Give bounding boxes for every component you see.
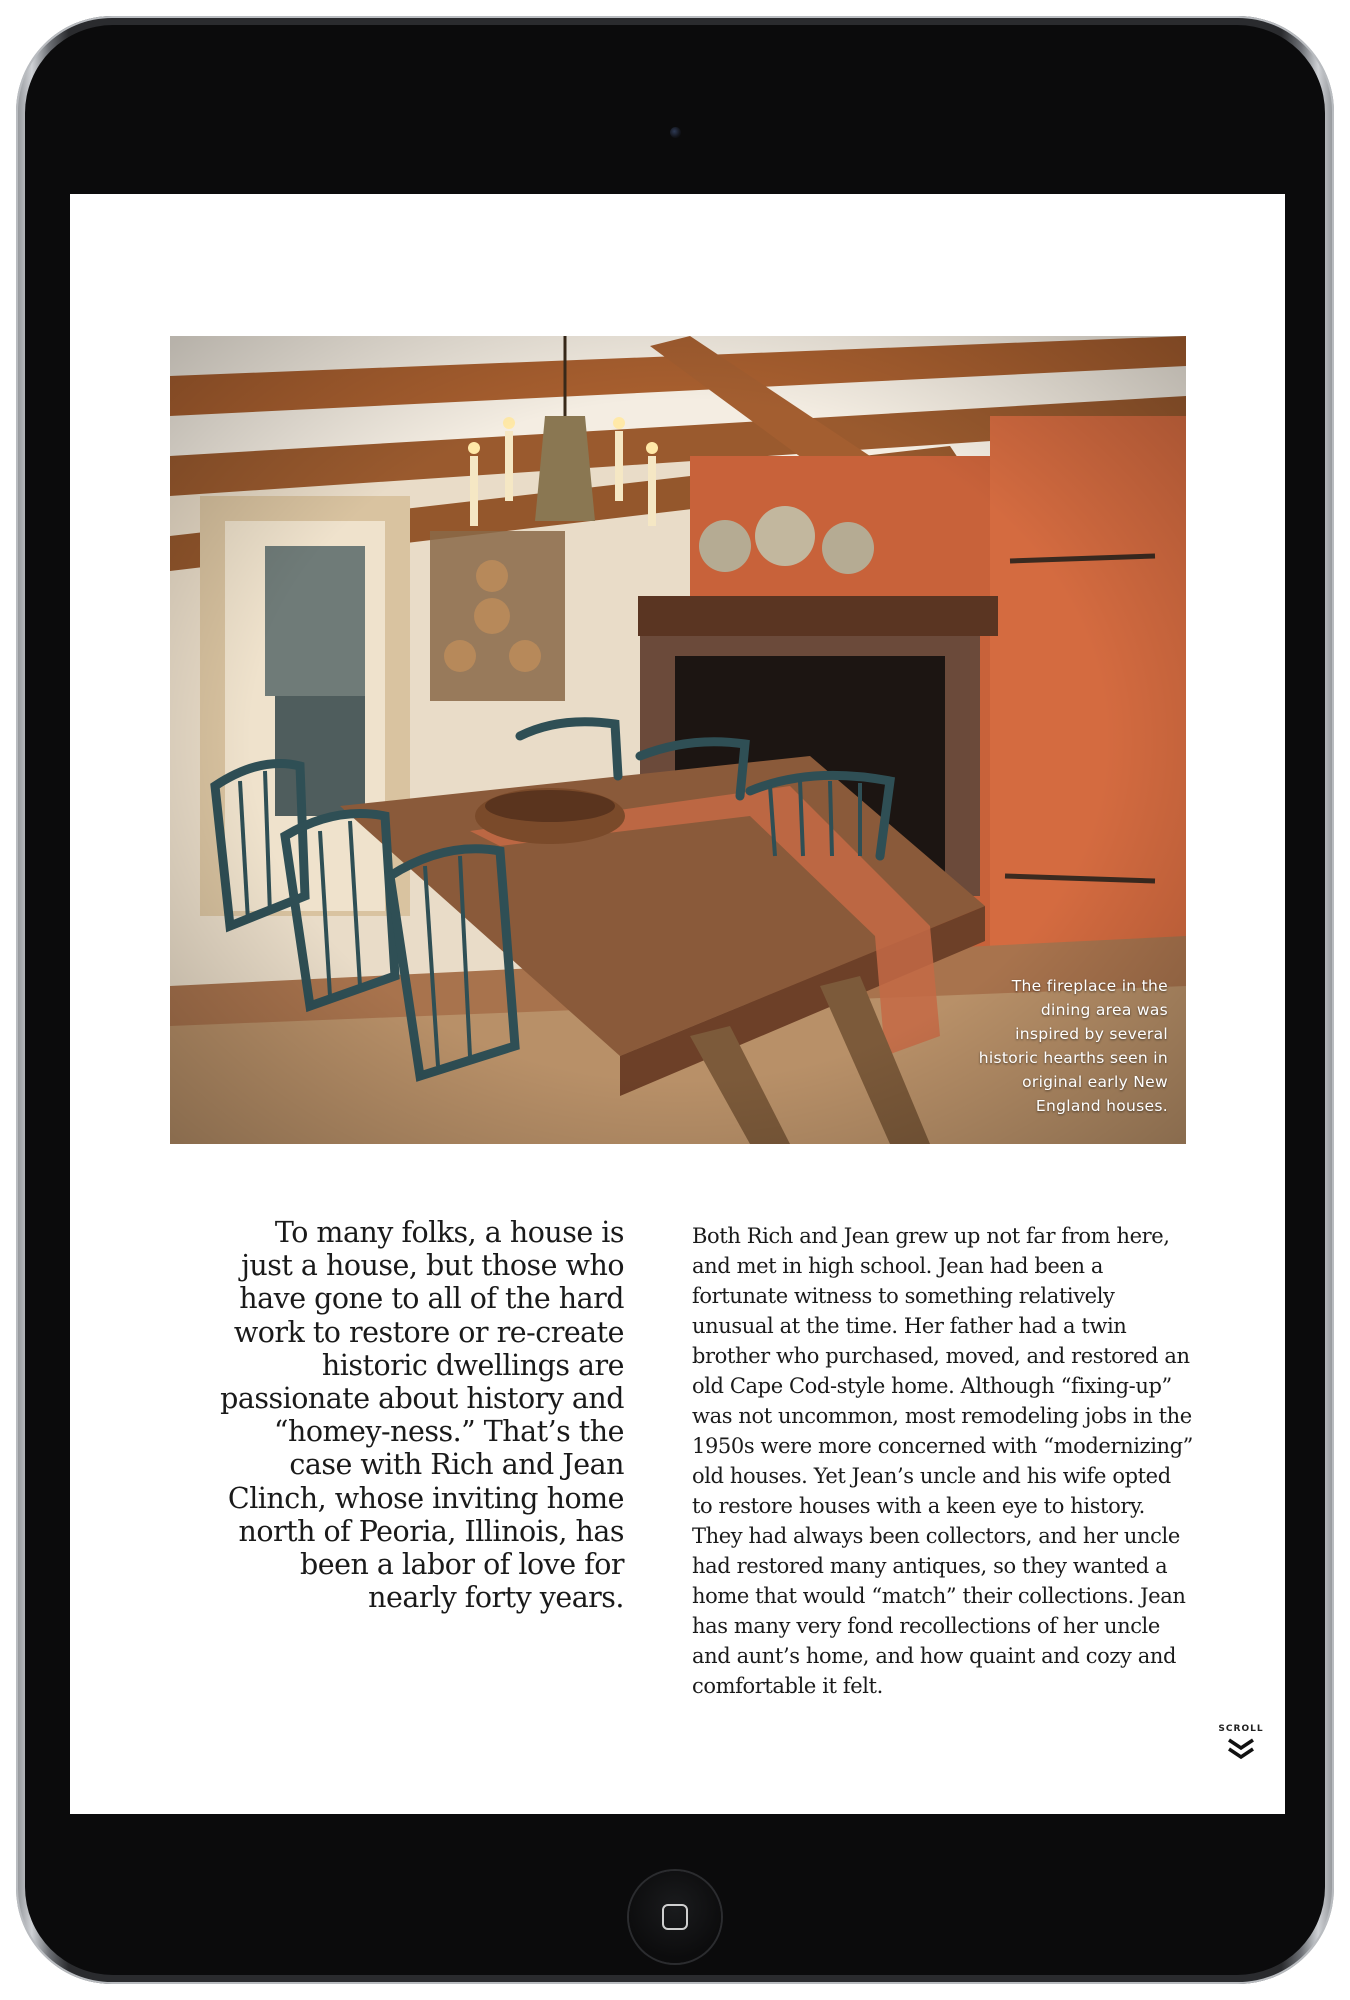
body-paragraph: Both Rich and Jean grew up not far from here, and met in high school. Jean had been a fortunate witness to something relatively unusual at the time. Her father had a twin brother who purchased, moved, and restored an old Cape Cod-style home. Although “fixing-up” was not uncommon, most remodeling jobs in the 1950s were more concerned with “modernizing” old houses. Yet Jean’s uncle and his wife opted to restore houses with a keen eye to history. They had always been collectors, and her uncle had restored many antiques, so they wanted a home that would “match” their collections. Jean has many very fond recollections of her uncle and aunt’s home, and how quaint and cozy and comfortable it felt.	[692, 1224, 1194, 1698]
screen[interactable]	[70, 194, 1285, 1814]
front-camera-icon	[670, 127, 681, 138]
home-button[interactable]	[629, 1871, 721, 1963]
lead-paragraph: To many folks, a house is just a house, but those who have gone to all of the hard work to restore or re-create historic dwellings are passionate about history and “homey-ness.” That’s the case with Rich and Jean Clinch, whose inviting home north of Peoria, Illinois, has been a labor of love for nearly forty years.	[220, 1216, 624, 1615]
photo-caption: The fireplace in the dining area was inspired by several historic hearths seen in original early New England houses.	[978, 977, 1168, 1115]
double-chevron-down-icon	[1226, 1737, 1256, 1761]
dining-room-photo	[170, 336, 1186, 1144]
scroll-indicator[interactable]	[1216, 1724, 1266, 1761]
scroll-label: SCROLL	[1218, 1724, 1264, 1734]
home-square-icon	[662, 1904, 688, 1930]
